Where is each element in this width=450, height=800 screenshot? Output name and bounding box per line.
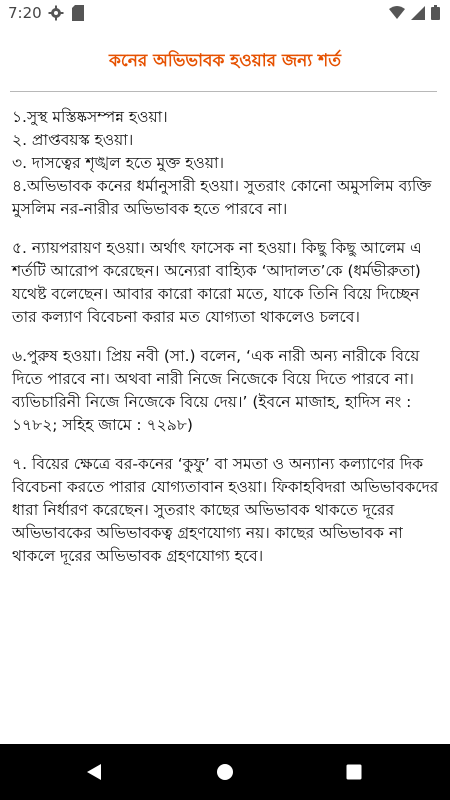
condition-1: ১.সুস্থ মস্তিষ্কসম্পন্ন হওয়া। (12, 108, 168, 126)
gear-icon (48, 5, 64, 21)
signal-icon (411, 6, 425, 20)
status-left-icons (48, 5, 84, 21)
sd-card-icon (72, 5, 84, 21)
condition-6: ৬.পুরুষ হওয়া। প্রিয় নবী (সা.) বলেন, ‘এক নারী অন্য নারীকে বিয়ে দিতে পারবে না। অথবা নারী নিজে নিজেকে বিয়ে দিতে পারবে না। ব্যভিচারিনী নিজে নিজেকে বিয়ে দেয়।’ (ইবনে মাজাহ, হাদিস নং : ১৭৮২; সহিহ জামে : ৭২৯৮) (12, 347, 420, 434)
back-button[interactable] (64, 744, 124, 800)
battery-icon (431, 5, 440, 20)
status-time: 7:20 (8, 4, 42, 22)
article-body (12, 106, 442, 568)
home-icon (216, 763, 234, 781)
condition-5: ৫. ন্যায়পরায়ণ হওয়া। অর্থাৎ ফাসেক না হওয়া। কিছু কিছু আলেম এ শর্তটি আরোপ করেছেন। অন্যেরা বাহ্যিক ‘আদালত’কে (ধর্মভীরুতা) যথেষ্ট বলেছেন। আবার কারো কারো মতে, যাকে তিনি বিয়ে দিচ্ছেন তার কল্যাণ বিবেচনা করার মত যোগ্যতা থাকলেও চলবে। (12, 239, 422, 326)
navigation-bar (0, 744, 450, 800)
wifi-icon (389, 6, 405, 20)
condition-4: ৪.অভিভাবক কনের ধর্মানুসারী হওয়া। সুতরাং কোনো অমুসলিম ব্যক্তি মুসলিম নর-নারীর অভিভাবক হতে পারবে না। (12, 177, 432, 218)
condition-3: ৩. দাসত্বের শৃঙ্খল হতে মুক্ত হওয়া। (12, 154, 224, 172)
condition-2: ২. প্রাপ্তবয়স্ক হওয়া। (12, 131, 134, 149)
paragraph-block (12, 106, 442, 221)
home-button[interactable] (195, 744, 255, 800)
back-icon (86, 763, 102, 781)
recents-button[interactable] (324, 744, 384, 800)
status-bar (0, 0, 450, 26)
page-title: কনের অভিভাবক হওয়ার জন্য শর্ত (109, 51, 341, 71)
recents-icon (346, 764, 362, 780)
title-divider (10, 91, 437, 92)
article-content[interactable] (0, 26, 450, 744)
condition-7: ৭. বিয়ের ক্ষেত্রে বর-কনের ‘কুফু’ বা সমতা ও অন্যান্য কল্যাণের দিক বিবেচনা করতে পারার যোগ্যতাবান হওয়া। ফিকাহবিদরা অভিভাবকদের ধারা নির্ধারণ করেছেন। সুতরাং কাছের অভিভাবক থাকতে দূরের অভিভাবকের অভিভাবকত্ব গ্রহণযোগ্য নয়। কাছের অভিভাবক না থাকলে দূরের অভিভাবক গ্রহণযোগ্য হবে। (12, 455, 439, 565)
status-right-icons (389, 5, 440, 20)
